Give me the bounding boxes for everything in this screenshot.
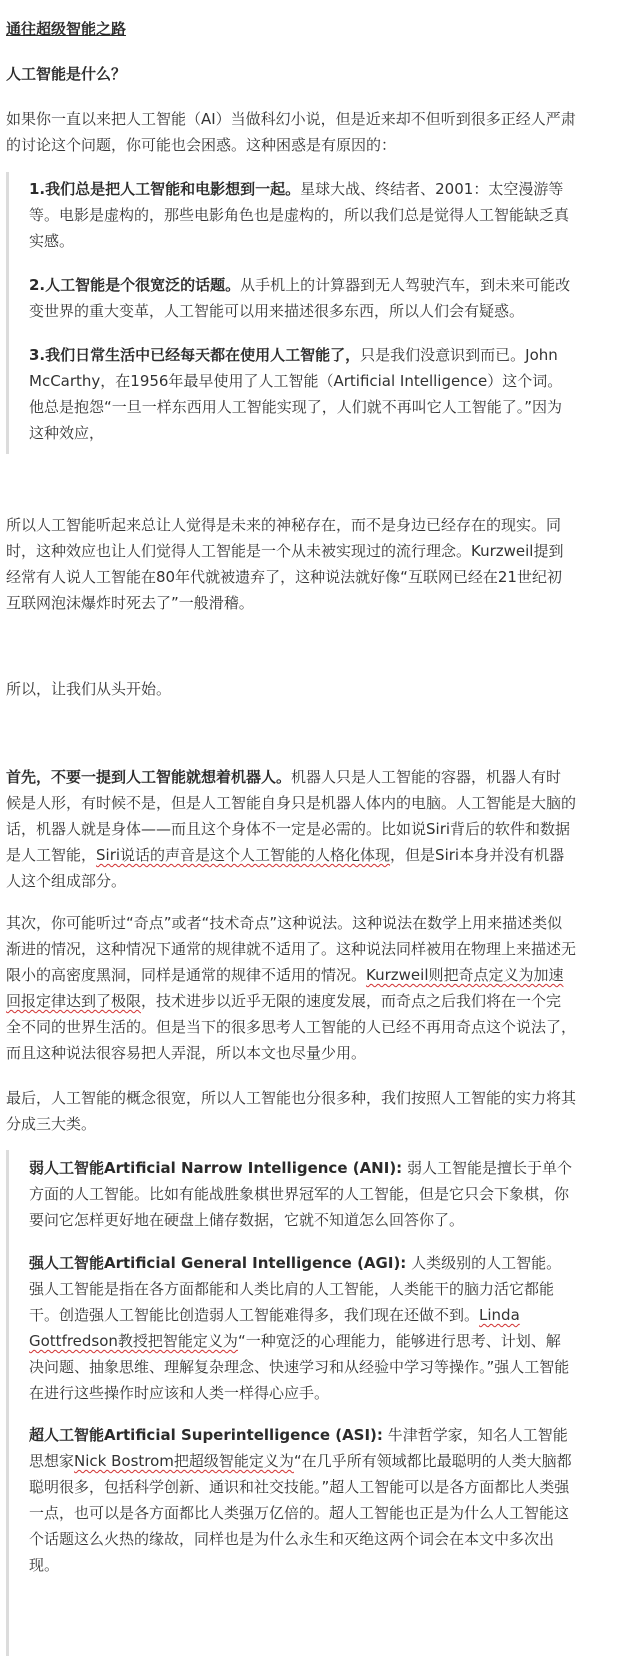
singularity-text-1: 其次，你可能听过“奇点”或者“技术奇点”这种说法。这种说法在数学上用来描述类似渐进的情况，这种情况下通常的规律就不适用了。这种说法同样被用在物理上来描述无限小的高密度黑洞，同样是通常的规律不适用的情况。	[6, 914, 577, 984]
singularity-text-3: ，技术进步以近乎无限的速度发展，而奇点之后我们将在一个完全不同的世界生活的。但是当下的很多思考人工智能的人已经不再用奇点这个说法了，而且这种说法很容易把人弄混，所以本文也尽量少用。	[6, 992, 577, 1062]
category-agi-text-3: “一种宽泛的心理能力，能够进行思考、计划、解决问题、抽象思维、理解复杂理念、快速学习和从经验中学习等操作。”强人工智能在进行这些操作时应该和人类一样得心应手。	[29, 1332, 570, 1402]
robot-lead: 首先，不要一提到人工智能就想着机器人。	[6, 768, 292, 786]
categories-quote	[6, 1150, 576, 1656]
intro-paragraph: 如果你一直以来把人工智能（AI）当做科幻小说，但是近来却不但听到很多正经人严肃的讨论这个问题，你可能也会困惑。这种困惑是有原因的：	[6, 110, 576, 154]
category-asi-title: 超人工智能Artificial Superintelligence (ASI):	[29, 1426, 383, 1444]
reason-3-text: 只是我们没意识到而已。John McCarthy，在1956年最早使用了人工智能（Artificial Intelligence）这个词。他总是抱怨“一旦一样东西用人工智能实现了，人们就不再叫它人工智能了。”因为这种效应，	[29, 346, 563, 442]
category-ani-text: 弱人工智能是擅长于单个方面的人工智能。比如有能战胜象棋世界冠军的人工智能，但是它只会下象棋，你要问它怎样更好地在硬盘上储存数据，它就不知道怎么回答你了。	[29, 1159, 572, 1229]
category-asi	[29, 1422, 574, 1578]
category-asi-text-1: 牛津哲学家，知名人工智能思想家	[29, 1426, 568, 1470]
category-agi-text-2: Linda Gottfredson教授把智能定义为	[29, 1306, 520, 1350]
singularity-text-2: Kurzweil则把奇点定义为加速回报定律达到了极限	[6, 966, 564, 1010]
robot-text-3: ，但是Siri本身并没有机器人这个组成部分。	[6, 846, 565, 890]
effect-paragraph: 所以人工智能听起来总让人觉得是未来的神秘存在，而不是身边已经存在的现实。同时，这种效应也让人们觉得人工智能是一个从未被实现过的流行理念。Kurzweil提到经常有人说人工智能在80年代就被遗弃了，这种说法就好像“互联网已经在21世纪初互联网泡沫爆炸时死去了”一般滑稽。	[6, 516, 564, 612]
robot-text-1: 机器人只是人工智能的容器，机器人有时候是人形，有时候不是，但是人工智能自身只是机器人体内的电脑。人工智能是大脑的话，机器人就是身体——而且这个身体不一定是必需的。比如说Siri背后的软件和数据是人工智能，	[6, 768, 577, 864]
category-agi-text-1: 人类级别的人工智能。强人工智能是指在各方面都能和人类比肩的人工智能，人类能干的脑力活它都能干。创造强人工智能比创造弱人工智能难得多，我们现在还做不到。	[29, 1254, 562, 1324]
category-asi-text-2: Nick Bostrom把超级智能定义为	[74, 1452, 294, 1470]
reason-2	[29, 272, 574, 324]
category-asi-text-3: “在几乎所有领域都比最聪明的人类大脑都聪明很多，包括科学创新、通识和社交技能。”超人工智能可以是各方面都比人类强一点，也可以是各方面都比人类强万亿倍的。超人工智能也正是为什么人工智能这个话题这么火热的缘故，同样也是为什么永生和灭绝这两个词会在本文中多次出现。	[29, 1452, 572, 1574]
category-ani-title: 弱人工智能Artificial Narrow Intelligence (ANI):	[29, 1159, 403, 1177]
start-paragraph: 所以，让我们从头开始。	[6, 680, 172, 698]
reasons-quote	[6, 172, 576, 454]
reason-2-text: 从手机上的计算器到无人驾驶汽车，到未来可能改变世界的重大变革，人工智能可以用来描述很多东西，所以人们会有疑惑。	[29, 276, 571, 320]
reason-1-lead: 1.我们总是把人工智能和电影想到一起。	[29, 180, 301, 198]
category-agi-title: 强人工智能Artificial General Intelligence (AGI):	[29, 1254, 407, 1272]
singularity-paragraph	[6, 910, 576, 1066]
robot-paragraph	[6, 764, 576, 894]
reason-1-text: 星球大战、终结者、2001：太空漫游等等。电影是虚构的，那些电影角色也是虚构的，所以我们总是觉得人工智能缺乏真实感。	[29, 180, 570, 250]
reason-1	[29, 176, 574, 254]
section-title: 人工智能是什么？	[6, 65, 127, 83]
reason-3-lead: 3.我们日常生活中已经每天都在使用人工智能了，	[29, 346, 361, 364]
category-ani	[29, 1155, 574, 1233]
reason-3	[29, 342, 574, 446]
category-agi	[29, 1250, 574, 1406]
categories-paragraph: 最后，人工智能的概念很宽，所以人工智能也分很多种，我们按照人工智能的实力将其分成三大类。	[6, 1089, 577, 1133]
robot-text-2: Siri说话的声音是这个人工智能的人格化体现	[96, 846, 391, 864]
reason-2-lead: 2.人工智能是个很宽泛的话题。	[29, 276, 241, 294]
article-heading[interactable]: 通往超级智能之路	[6, 20, 127, 38]
